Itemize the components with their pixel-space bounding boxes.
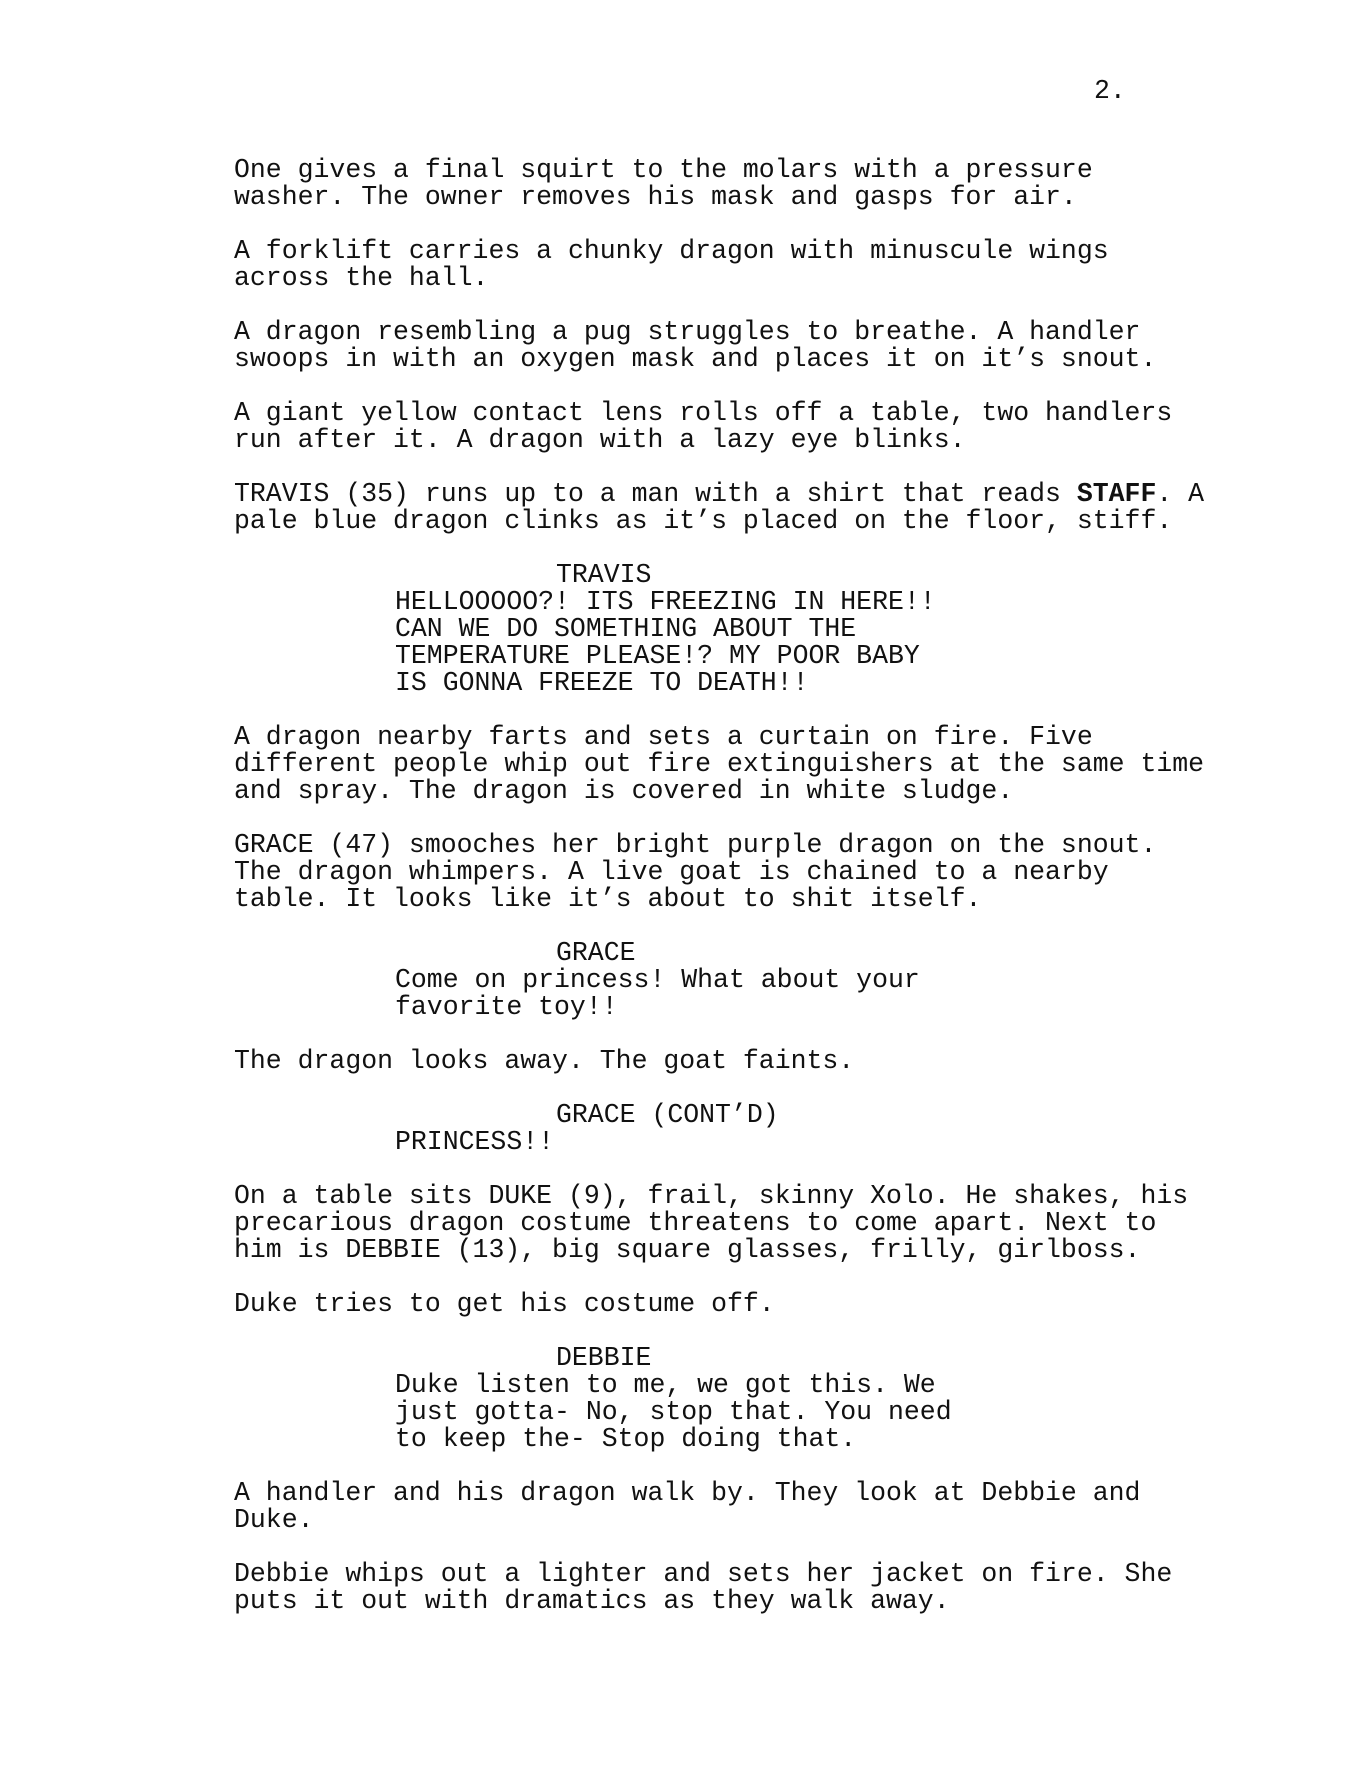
action-line-segment: . A [1156, 479, 1205, 509]
character-name: TRAVIS [556, 560, 652, 590]
action-line: Duke tries to get his costume off. [234, 1289, 775, 1319]
action-paragraph [234, 832, 1234, 913]
action-line: pale blue dragon clinks as it’s placed on the floor, stiff. [234, 506, 1173, 536]
action-paragraph [234, 1480, 1234, 1534]
action-line: Duke. [234, 1505, 314, 1535]
action-paragraph [234, 1183, 1234, 1264]
dialogue-line: TEMPERATURE PLEASE!? MY POOR BABY [395, 641, 920, 671]
action-paragraph [234, 1291, 1234, 1318]
character-name: GRACE [556, 938, 636, 968]
action-paragraph [234, 1048, 1234, 1075]
action-paragraph [234, 400, 1234, 454]
dialogue-line: Come on princess! What about your [395, 965, 920, 995]
action-line: run after it. A dragon with a lazy eye blinks. [234, 425, 966, 455]
dialogue-block-travis [234, 562, 1234, 697]
page-number: 2. [1094, 76, 1126, 106]
action-line: A handler and his dragon walk by. They look at Debbie and [234, 1478, 1141, 1508]
action-paragraph [234, 157, 1234, 211]
action-line: swoops in with an oxygen mask and places it on it’s snout. [234, 344, 1157, 374]
dialogue-block-grace-contd [234, 1102, 1234, 1156]
dialogue-block-debbie [234, 1345, 1234, 1453]
character-name: GRACE (CONT’D) [556, 1100, 779, 1130]
dialogue-line: IS GONNA FREEZE TO DEATH!! [395, 668, 809, 698]
dialogue-line: CAN WE DO SOMETHING ABOUT THE [395, 614, 857, 644]
action-line: GRACE (47) smooches her bright purple dragon on the snout. [234, 830, 1157, 860]
action-line: A dragon resembling a pug struggles to breathe. A handler [234, 317, 1141, 347]
staff-shirt-text: STAFF [1076, 479, 1157, 509]
action-line: him is DEBBIE (13), big square glasses, frilly, girlboss. [234, 1235, 1141, 1265]
action-line: different people whip out fire extinguishers at the same time [234, 749, 1205, 779]
action-line-segment: TRAVIS (35) runs up to a man with a shirt that reads [234, 479, 1077, 509]
action-line: puts it out with dramatics as they walk away. [234, 1586, 950, 1616]
dialogue-line: just gotta- No, stop that. You need [395, 1397, 952, 1427]
dialogue-block-grace [234, 940, 1234, 1021]
action-paragraph [234, 481, 1234, 535]
action-paragraph [234, 319, 1234, 373]
action-line: A dragon nearby farts and sets a curtain on fire. Five [234, 722, 1093, 752]
action-line: table. It looks like it’s about to shit itself. [234, 884, 982, 914]
action-line: The dragon looks away. The goat faints. [234, 1046, 855, 1076]
action-paragraph [234, 238, 1234, 292]
character-name: DEBBIE [556, 1343, 652, 1373]
action-line: precarious dragon costume threatens to come apart. Next to [234, 1208, 1157, 1238]
dialogue-line: to keep the- Stop doing that. [395, 1424, 857, 1454]
action-line: One gives a final squirt to the molars with a pressure [234, 155, 1093, 185]
script-body [234, 157, 1234, 1642]
action-paragraph [234, 724, 1234, 805]
action-line: A forklift carries a chunky dragon with minuscule wings [234, 236, 1109, 266]
action-line: On a table sits DUKE (9), frail, skinny Xolo. He shakes, his [234, 1181, 1189, 1211]
action-line: and spray. The dragon is covered in white sludge. [234, 776, 1014, 806]
dialogue-line: HELLOOOOO?! ITS FREEZING IN HERE!! [395, 587, 936, 617]
action-line: across the hall. [234, 263, 489, 293]
dialogue-line: Duke listen to me, we got this. We [395, 1370, 936, 1400]
dialogue-line: PRINCESS!! [395, 1127, 555, 1157]
action-line: Debbie whips out a lighter and sets her jacket on fire. She [234, 1559, 1173, 1589]
action-line: The dragon whimpers. A live goat is chained to a nearby [234, 857, 1109, 887]
action-line: washer. The owner removes his mask and gasps for air. [234, 182, 1077, 212]
action-paragraph [234, 1561, 1234, 1615]
action-line: A giant yellow contact lens rolls off a table, two handlers [234, 398, 1173, 428]
dialogue-line: favorite toy!! [395, 992, 618, 1022]
